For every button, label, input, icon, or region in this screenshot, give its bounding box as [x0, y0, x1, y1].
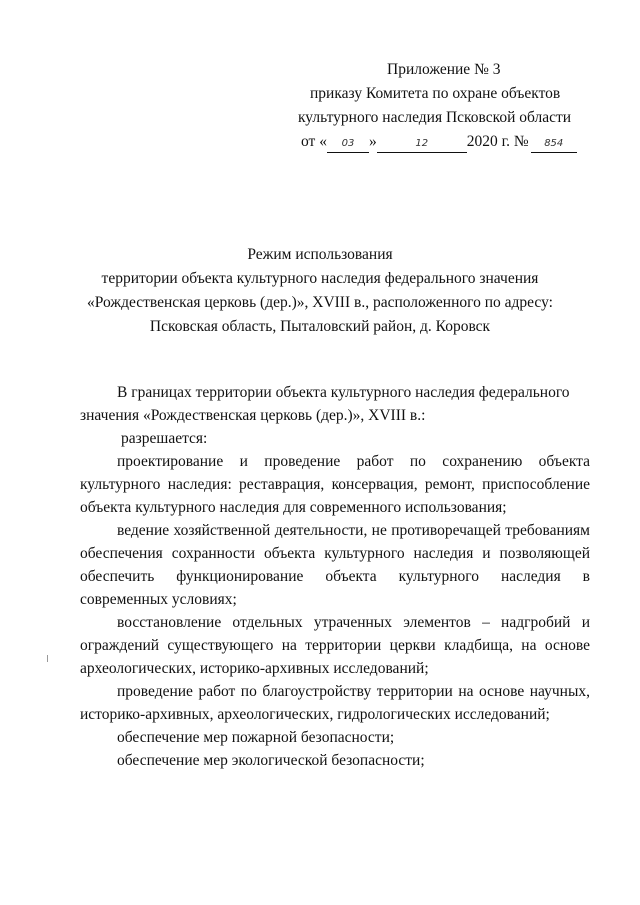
order-number-field: 854	[531, 136, 577, 153]
list-item: обеспечение мер пожарной безопасности;	[117, 729, 395, 746]
list-item: проведение работ по благоустройству территории на основе научных, историко-архивных, археологических, гидрологических исследований;	[80, 683, 590, 723]
appendix-committee-line: культурного наследия Псковской области	[298, 109, 572, 126]
list-item: ведение хозяйственной деятельности, не противоречащей требованиям обеспечения сохранности объекта культурного наследия и позволяющей обеспечить функционирование объекта культурного наследия в современных условиях;	[80, 522, 590, 608]
appendix-date-line	[301, 130, 577, 154]
permitted-label: разрешается:	[121, 430, 208, 447]
title-line-4: Псковская область, Пыталовский район, д. Коровск	[149, 318, 491, 335]
title-line-2: территории объекта культурного наследия федерального значения	[101, 270, 539, 287]
date-quote: »	[368, 133, 377, 150]
intro-paragraph: В границах территории объекта культурного наследия федерального значения «Рождественская церковь (дер.)», XVIII в.:	[80, 384, 570, 424]
date-prefix: от «	[301, 133, 327, 150]
document-title	[0, 243, 640, 339]
list-item: восстановление отдельных утраченных элементов – надгробий и ограждений существующего на территории церкви кладбища, на основе археологических, историко-архивных исследований;	[80, 614, 590, 677]
document-body	[80, 381, 590, 772]
appendix-order-line: приказу Комитета по охране объектов	[310, 85, 561, 102]
title-line-3: «Рождественская церковь (дер.)», XVIII в., расположенного по адресу:	[87, 294, 553, 311]
date-year: 2020 г. №	[466, 133, 529, 150]
margin-mark	[47, 655, 48, 662]
list-item: проектирование и проведение работ по сохранению объекта культурного наследия: реставрация, консервация, ремонт, приспособление объекта культурного наследия для современного использования;	[80, 453, 590, 516]
list-item: обеспечение мер экологической безопасности;	[117, 752, 425, 769]
title-line-1: Режим использования	[247, 246, 393, 263]
appendix-number: Приложение № 3	[387, 61, 501, 78]
date-day-field: 03	[327, 136, 369, 153]
date-month-field: 12	[377, 136, 467, 153]
